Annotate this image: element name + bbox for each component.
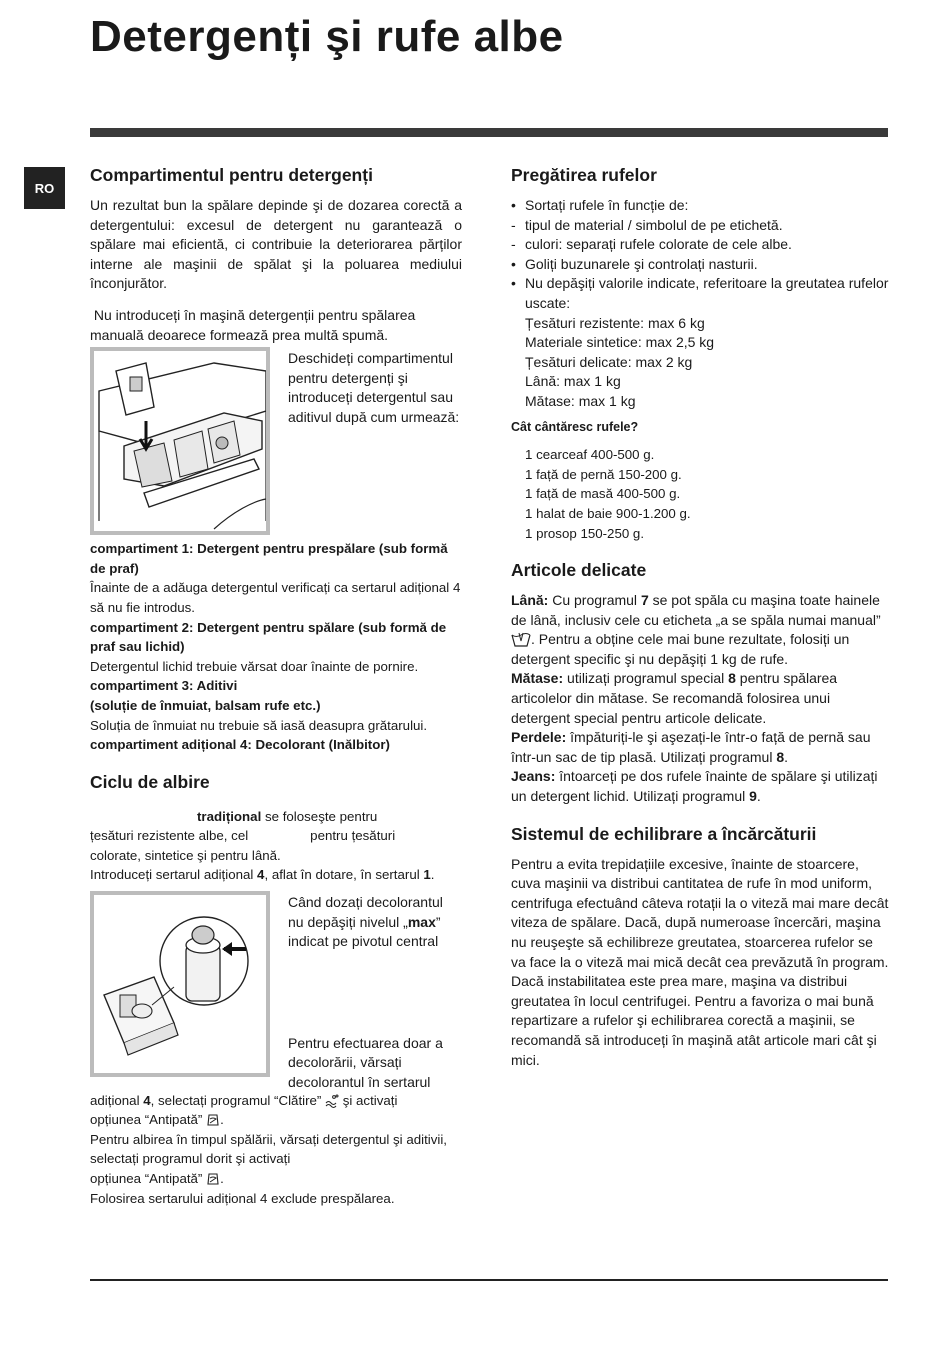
traditional-rest: se foloseşte pentru — [261, 808, 378, 824]
jeans-label: Jeans: — [511, 768, 556, 785]
language-badge: RO — [24, 167, 65, 209]
weight-example: 1 prosop 150-250 g. — [525, 525, 645, 541]
left-column — [90, 164, 462, 1208]
compartment-1-text: Înainte de a adăuga detergentul verificați ca sertarul adițional 4 să nu fie introdus. — [90, 580, 461, 615]
bleach-line-3: colorate, sintetice şi pentru lână. — [90, 847, 281, 863]
silk-text-a: utilizați programul special — [563, 670, 729, 687]
rinse-program-icon — [325, 1094, 339, 1108]
weight-example: 1 cearceaf 400-500 g. — [525, 447, 655, 463]
list-item — [511, 274, 889, 313]
compartment-2-title: compartiment 2: Detergent pentru spălare (sub formă de praf sau lichid) — [90, 619, 447, 655]
jeans-text-a: întoarceți pe dos rufele înainte de spălare şi utilizați un detergent lichid. Utilizați programul — [511, 768, 878, 805]
bullet-mark: • — [511, 197, 516, 213]
compartment-2-text: Detergentul lichid trebuie vărsat doar înainte de pornire. — [90, 658, 419, 674]
list-item-text: tipul de material / simbolul de pe etichetă. — [525, 216, 783, 233]
list-item-text: culori: separați rufele colorate de cele albe. — [525, 236, 792, 253]
max-note-a: Când dozați decolorantul nu depăşiți nivelul „ — [288, 894, 443, 930]
bleach-line-2a: țesături rezistente albe, cel — [90, 828, 249, 844]
max-label: max — [407, 913, 436, 930]
page-title: Detergenți şi rufe albe — [90, 12, 564, 61]
weight-limits — [511, 314, 889, 412]
wool-text-c: . Pentru a obține cele mai bune rezultate, folosiți un detergent specific şi nu depăşiți 1 kg de rufe. — [511, 631, 850, 667]
prep-list — [511, 196, 889, 314]
silk-text-b: pentru spălarea articolelor din mătase. Se recomandă folosirea unui detergent special pentru articole delicate. — [511, 670, 838, 726]
dispenser-figure-row — [90, 347, 462, 535]
bleach-illustration — [90, 891, 270, 1077]
compartment-4-title: compartiment adițional 4: Decolorant (Inălbitor) — [90, 737, 390, 753]
silk-label: Mătase: — [511, 670, 564, 687]
section-heading-bleach-cycle: Ciclu de albire — [90, 771, 210, 792]
list-item — [511, 235, 889, 255]
list-item — [511, 255, 889, 275]
wool-label: Lână: — [511, 592, 549, 609]
anti-crease-icon — [206, 1113, 220, 1127]
bullet-mark: - — [511, 216, 516, 233]
hand-wash-icon — [511, 631, 531, 647]
weight-example: 1 față de masă 400-500 g. — [525, 486, 681, 502]
curtains-label: Perdele: — [511, 729, 567, 746]
list-item — [511, 216, 889, 236]
drawer-number-4b: 4 — [143, 1092, 151, 1108]
jeans-program-number: 9 — [749, 788, 757, 805]
bullet-mark: • — [511, 255, 516, 272]
drawer-number-1: 1 — [423, 867, 431, 883]
list-item — [511, 196, 889, 216]
section-heading-delicates: Articole delicate — [511, 560, 647, 581]
bleach-line-5d: şi activați — [339, 1092, 398, 1108]
bullet-mark: - — [511, 236, 516, 253]
intro-paragraph: Un rezultat bun la spălare depinde şi de dozarea corectă a detergentului: excesul de detergent nu garantează o spălare mai eficientă, ci contribuie la deteriorarea părților interne ale maşinii de spălat şi la poluarea mediului înconjurător. — [90, 197, 462, 292]
traditional-label: tradițional — [197, 808, 262, 824]
bleach-line-5c: , selectați programul “Clătire” — [150, 1092, 326, 1108]
weight-limit: Lână: max 1 kg — [525, 373, 621, 390]
compartment-3-text: Soluția de înmuiat nu trebuie să iasă deasupra grătarului. — [90, 717, 428, 733]
curtains-text-a: împăturiți-le şi aşezați-le într-o față de pernă sau într-un sac de tip plasă. Utilizați programul — [511, 729, 871, 765]
weight-limit: Țesături delicate: max 2 kg — [525, 353, 693, 370]
load-balancing-text: Pentru a evita trepidațiile excesive, înainte de stoarcere, cuva maşinii va distribui cantitatea de rufe în mod uniform, centrifuga efectuând câteva rotații la o viteză mai mare decât viteza de spălare. Dacă, după numeroase încercări, maşina nu reuşeşte să echilibreze greutatea, stoarcerea rufelor se va face la o viteză mai mică decât cea prevăzută în program. Dacă instabilitatea este prea mare, maşina va distribui greutatea în locul centrifugei. Pentru a favoriza o mai bună repartizare a rufelor şi echilibrarea corectă a maşinii, se recomandă să introduceți în maşină atât articole mari cât şi mici. — [511, 855, 889, 1068]
section-heading-laundry-prep: Pregătirea rufelor — [511, 165, 657, 185]
dispenser-illustration — [90, 347, 270, 535]
footer-rule — [90, 1279, 888, 1281]
bleach-line-6b: . — [220, 1112, 224, 1128]
detergent-drawer-icon — [94, 351, 266, 531]
right-column — [511, 164, 889, 1070]
compartment-3-title-b: (soluție de înmuiat, balsam rufe etc.) — [90, 697, 321, 713]
anti-crease-icon — [206, 1172, 220, 1186]
wool-text-a: Cu programul — [548, 592, 641, 609]
section-heading-detergent-compartment: Compartimentul pentru detergenți — [90, 165, 373, 185]
bleach-drawer-icon — [94, 895, 266, 1073]
section-heading-load-balancing: Sistemul de echilibrare a încărcăturii — [511, 823, 817, 844]
list-item-text: Goliți buzunarele şi controlați nasturii. — [525, 255, 758, 272]
compartment-3-title-a: compartiment 3: Aditivi — [90, 678, 238, 694]
weight-limit: Mătase: max 1 kg — [525, 392, 636, 409]
wool-text-b: se pot spăla cu maşina toate hainele de lână, inclusiv cele cu eticheta „a se spăla numai manual” — [511, 592, 881, 628]
weight-limit: Țesături rezistente: max 6 kg — [525, 314, 705, 331]
list-item-text: Nu depăşiți valorile indicate, referitoare la greutatea rufelor uscate: — [525, 275, 889, 311]
bleach-figure-row — [90, 891, 462, 1093]
header-rule — [90, 128, 888, 137]
weights-subheading: Cât cântăresc rufele? — [511, 419, 639, 434]
bleach-line-5a: adițional — [90, 1092, 144, 1108]
list-item-text: Sortați rufele în funcție de: — [525, 197, 689, 213]
weight-example: 1 halat de baie 900-1.200 g. — [525, 505, 691, 521]
compartment-list — [90, 539, 462, 755]
weight-examples — [511, 445, 889, 543]
curtains-text-b: . — [784, 748, 789, 765]
jeans-text-b: . — [756, 788, 761, 805]
bleach-figure-text — [288, 891, 462, 1093]
max-note-c: ” indicat pe pivotul central — [288, 913, 441, 950]
drawer-number-4: 4 — [257, 867, 265, 883]
bleach-line-4c: , aflat în dotare, în sertarul — [264, 867, 424, 883]
wool-program-number: 7 — [640, 592, 649, 609]
bleach-line-8b: . — [220, 1171, 224, 1186]
compartment-1-title: compartiment 1: Detergent pentru prespălare (sub formă de praf) — [90, 541, 448, 576]
bleach-line-2b: pentru țesături — [310, 828, 396, 844]
dispenser-instruction: Deschideți compartimentul pentru detergenți şi introduceți detergentul sau aditivul după cum urmează: — [288, 350, 460, 425]
bleach-only-note: Pentru efectuarea doar a decolorării, vărsați decolorantul în sertarul — [288, 1034, 443, 1091]
bleach-line-9: Folosirea sertarului adițional 4 exclude prespălarea. — [90, 1190, 395, 1206]
bleach-line-6a: opțiunea “Antipată” — [90, 1112, 207, 1128]
bleach-line-4e: . — [430, 867, 435, 883]
bleach-line-7: Pentru albirea în timpul spălării, vărsați detergentul şi aditivii, selectați programul dorit şi activați — [90, 1131, 447, 1167]
silk-program-number: 8 — [728, 670, 736, 687]
curtains-program-number: 8 — [776, 748, 785, 765]
bleach-line-8a: opțiunea “Antipată” — [90, 1171, 207, 1186]
weight-example: 1 față de pernă 150-200 g. — [525, 466, 682, 482]
weight-limit: Materiale sintetice: max 2,5 kg — [525, 334, 715, 351]
bullet-mark: • — [511, 275, 516, 292]
bleach-line-4a: Introduceți sertarul adițional — [90, 867, 258, 883]
warning-paragraph: Nu introduceți în maşină detergenții pentru spălarea manuală deoarece formează prea multă spumă. — [90, 306, 420, 343]
